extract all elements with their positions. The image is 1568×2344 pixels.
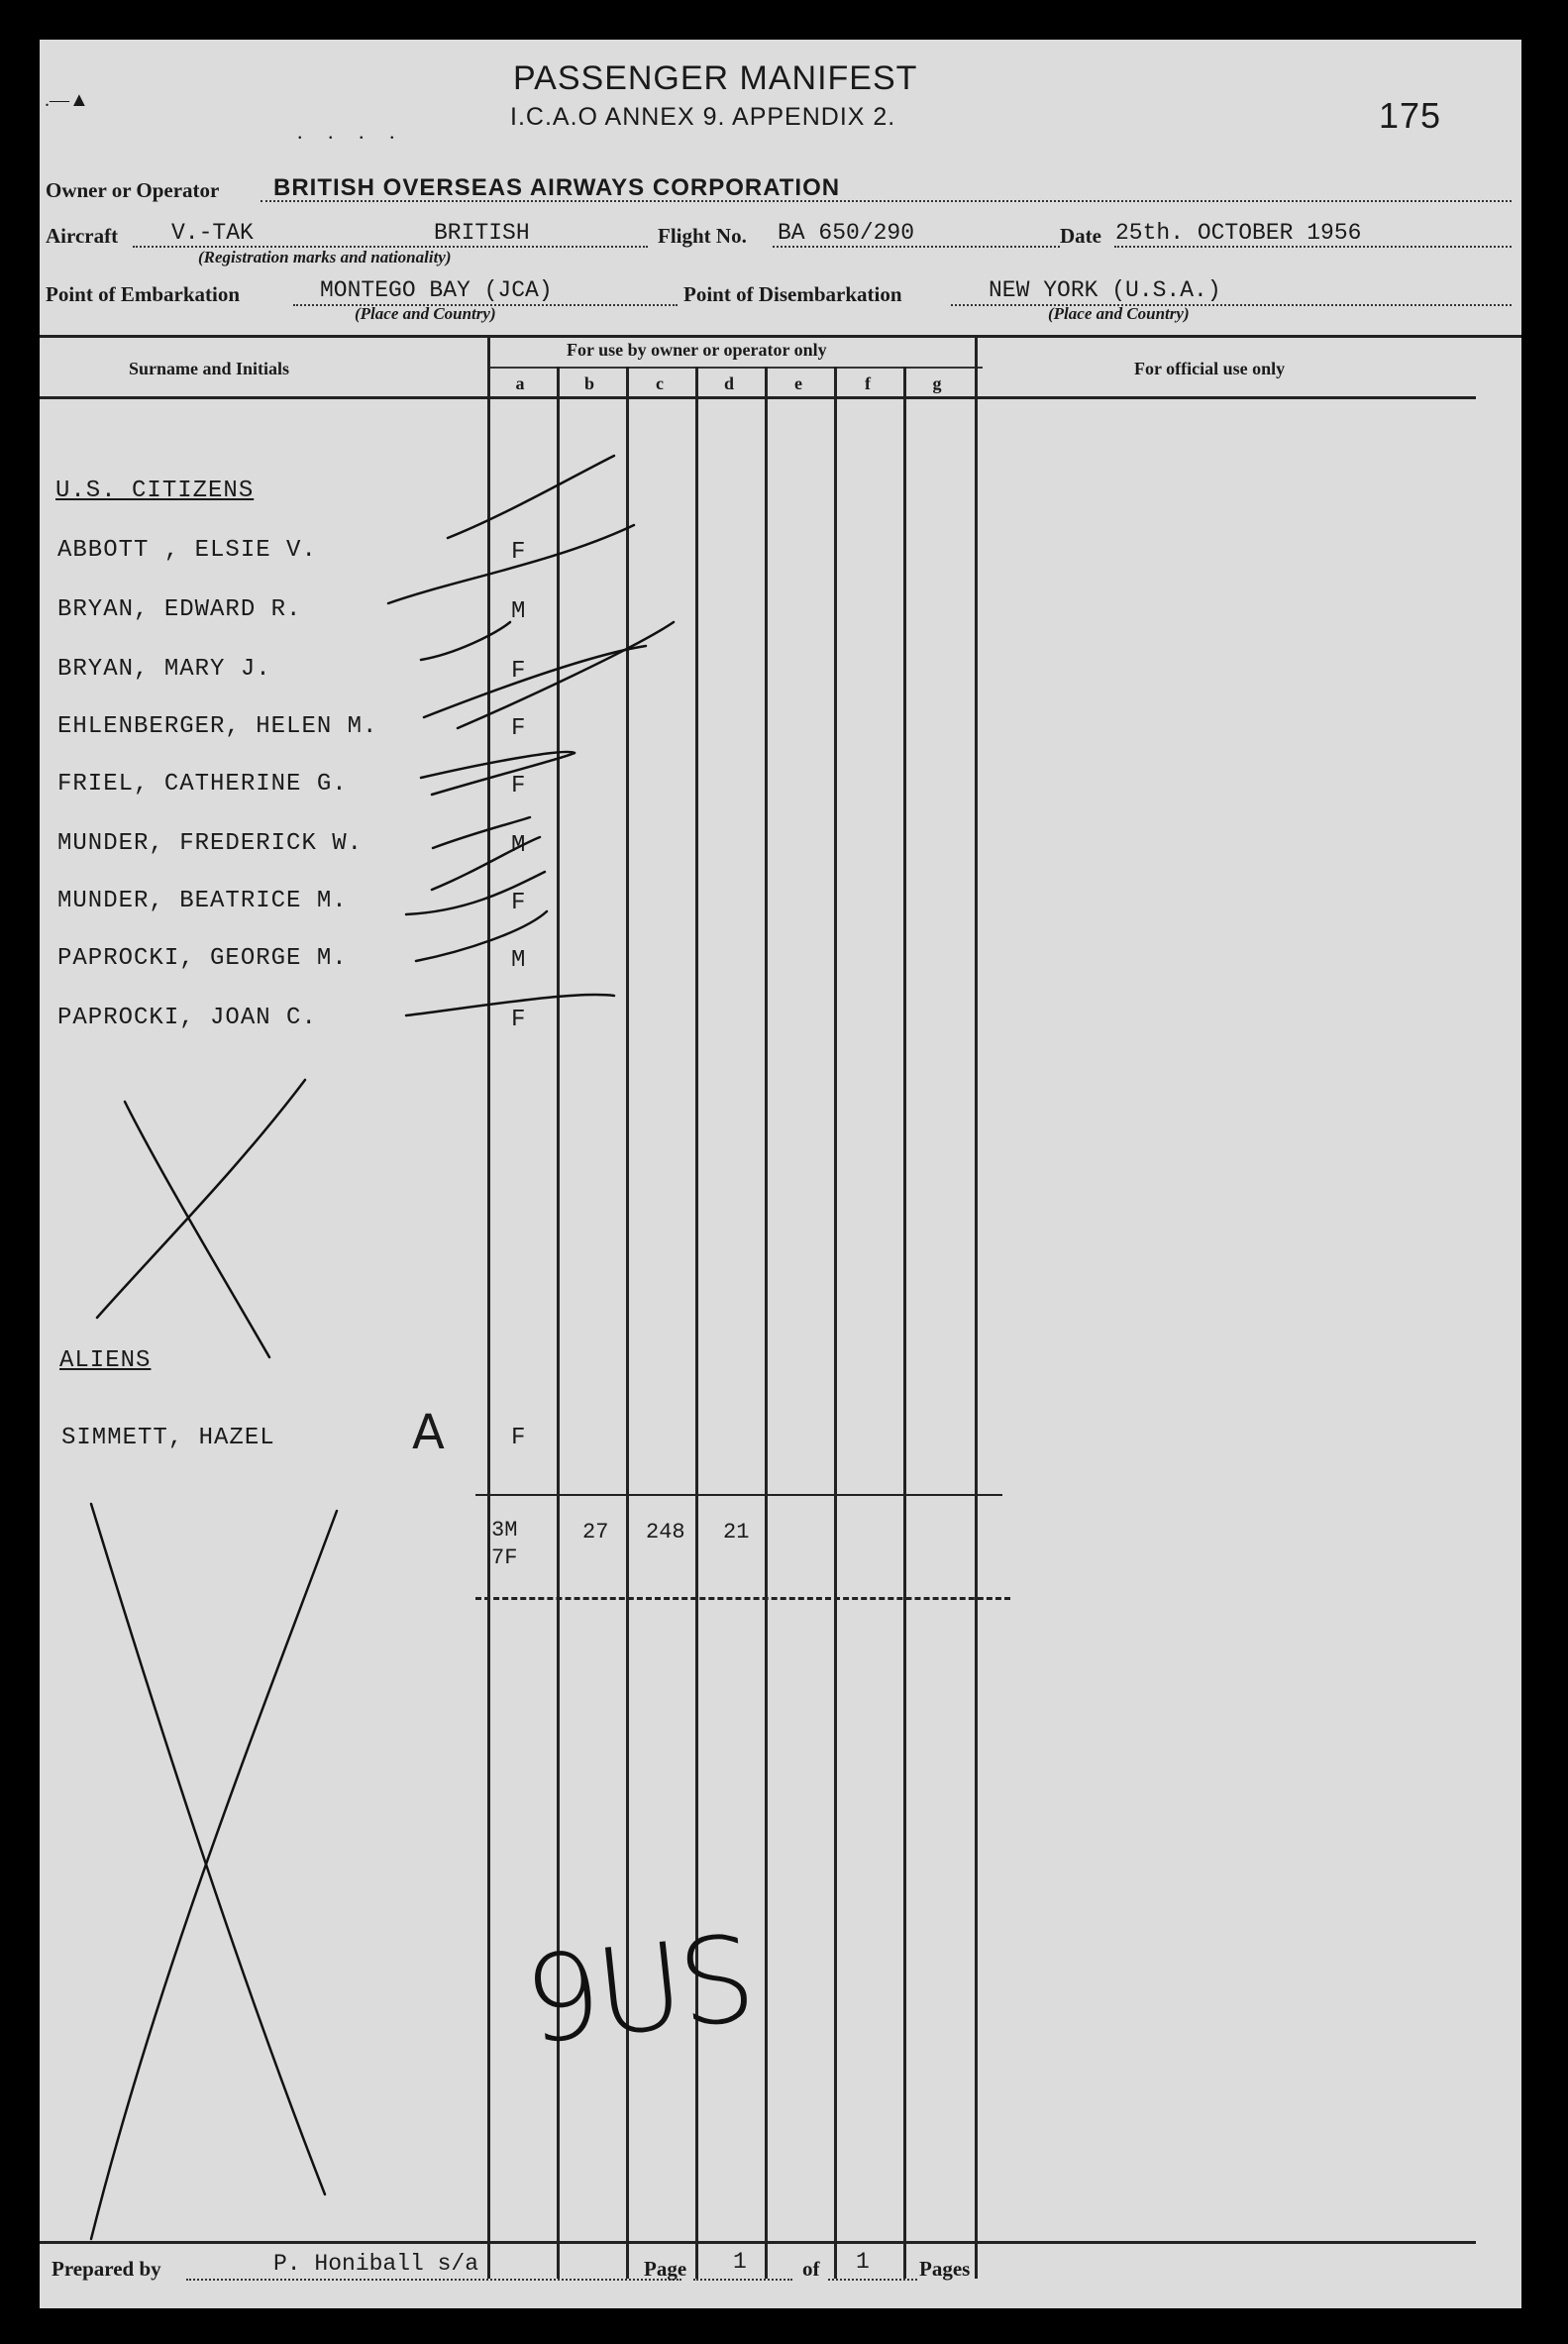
flight-label: Flight No.	[658, 224, 747, 248]
disembarkation-caption: (Place and Country)	[1048, 304, 1190, 323]
passenger-name: PAPROCKI, GEORGE M.	[57, 945, 348, 972]
passenger-name: BRYAN, MARY J.	[57, 656, 271, 683]
passenger-sex: M	[511, 832, 526, 859]
passenger-sex: F	[511, 1425, 526, 1451]
flight-value: BA 650/290	[778, 220, 915, 246]
of-label: of	[802, 2257, 820, 2281]
total-col-b: 27	[582, 1520, 609, 1545]
header-marks: .—▲	[45, 89, 89, 111]
passenger-name: MUNDER, FREDERICK W.	[57, 830, 364, 857]
pages-label: Pages	[919, 2257, 971, 2281]
aircraft-nationality: BRITISH	[434, 220, 530, 246]
aircraft-registration: V.-TAK	[171, 220, 254, 246]
total-col-d: 21	[723, 1520, 750, 1545]
passenger-name: BRYAN, EDWARD R.	[57, 596, 302, 623]
operator-value: BRITISH OVERSEAS AIRWAYS CORPORATION	[273, 174, 841, 201]
passenger-sex: F	[511, 715, 526, 742]
passenger-name: FRIEL, CATHERINE G.	[57, 771, 348, 798]
page-subtitle: I.C.A.O ANNEX 9. APPENDIX 2.	[510, 103, 896, 131]
passenger-name: ABBOTT , ELSIE V.	[57, 537, 317, 564]
column-header-c: c	[656, 373, 664, 393]
disembarkation-value: NEW YORK (U.S.A.)	[989, 277, 1221, 303]
section-us-citizens: U.S. CITIZENS	[55, 478, 255, 504]
aircraft-label: Aircraft	[46, 224, 119, 248]
date-label: Date	[1060, 224, 1101, 248]
official-column-header: For official use only	[1134, 359, 1286, 378]
passenger-sex: F	[511, 658, 526, 685]
alien-handwritten-mark: A	[412, 1405, 445, 1460]
operator-columns-header: For use by owner or operator only	[567, 340, 827, 360]
name-column-header: Surname and Initials	[129, 359, 290, 378]
passenger-sex: F	[511, 890, 526, 916]
prepared-by-value: P. Honiball s/a	[273, 2251, 479, 2277]
page-number: 175	[1379, 95, 1442, 136]
column-header-d: d	[723, 373, 734, 393]
passenger-sex: M	[511, 598, 526, 625]
column-header-f: f	[865, 373, 871, 393]
date-value: 25th. OCTOBER 1956	[1115, 220, 1362, 246]
header-dots: . . . .	[297, 119, 405, 144]
passenger-sex: F	[511, 1007, 526, 1033]
disembarkation-label: Point of Disembarkation	[683, 282, 902, 306]
total-sex-female: 7F	[491, 1545, 518, 1570]
page-value: 1	[733, 2249, 747, 2275]
passenger-sex: F	[511, 539, 526, 566]
column-header-a: a	[515, 373, 525, 393]
embarkation-caption: (Place and Country)	[355, 304, 496, 323]
column-header-e: e	[794, 373, 802, 393]
pen-strokes	[40, 40, 1521, 2308]
column-header-g: g	[932, 373, 942, 393]
embarkation-label: Point of Embarkation	[46, 282, 241, 306]
total-col-c: 248	[646, 1520, 685, 1545]
passenger-name: PAPROCKI, JOAN C.	[57, 1005, 317, 1031]
passenger-name: SIMMETT, HAZEL	[61, 1425, 275, 1451]
total-sex-male: 3M	[491, 1518, 518, 1543]
column-header-b: b	[583, 373, 594, 393]
aircraft-caption: (Registration marks and nationality)	[198, 248, 452, 266]
passenger-sex: M	[511, 947, 526, 974]
passenger-name: EHLENBERGER, HELEN M.	[57, 713, 378, 740]
operator-label: Owner or Operator	[46, 178, 220, 202]
embarkation-value: MONTEGO BAY (JCA)	[320, 277, 553, 303]
passenger-name: MUNDER, BEATRICE M.	[57, 888, 348, 914]
of-value: 1	[856, 2249, 870, 2275]
page-title: PASSENGER MANIFEST	[513, 59, 918, 97]
prepared-by-label: Prepared by	[52, 2257, 161, 2281]
handwritten-note: 9US	[518, 1910, 758, 2072]
page-label: Page	[644, 2257, 687, 2281]
passenger-sex: F	[511, 773, 526, 799]
manifest-sheet	[40, 40, 1521, 2308]
section-aliens: ALIENS	[59, 1347, 152, 1374]
